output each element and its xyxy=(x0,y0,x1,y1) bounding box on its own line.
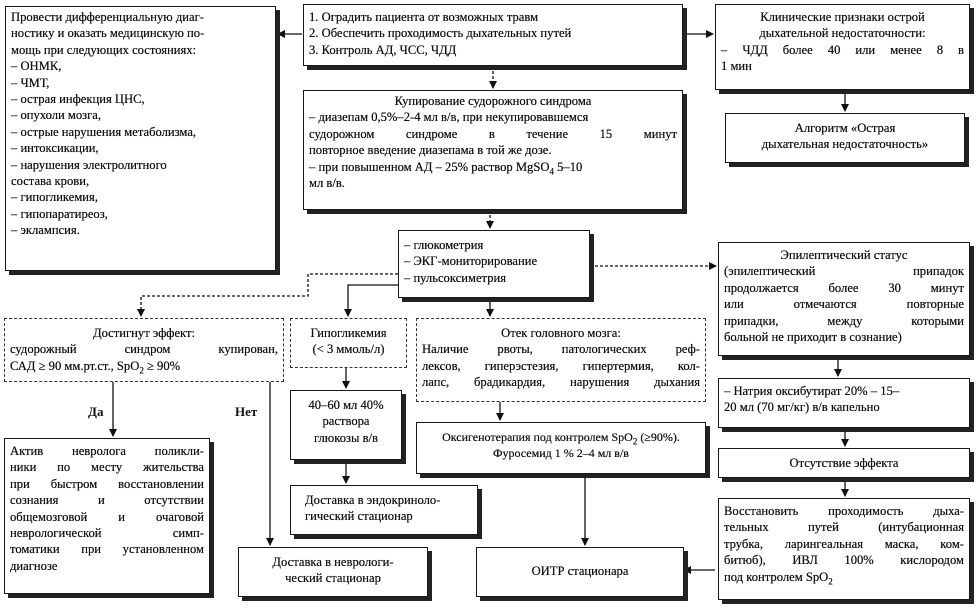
differential-line: – интоксикации, xyxy=(11,141,99,156)
status-epilepticus-box xyxy=(718,242,970,356)
airway-box xyxy=(718,498,970,600)
oxygen-therapy-box xyxy=(416,422,706,474)
effect-line: судорожный синдром купирован, xyxy=(10,342,278,357)
differential-diagnosis-box xyxy=(5,6,276,271)
neuro-hosp-line: Доставка в неврологи- xyxy=(272,555,394,569)
oxygen-line xyxy=(422,429,700,445)
arrow-monitoring-to-hypoglycemia xyxy=(348,285,398,316)
differential-line: – ОНМК, xyxy=(11,59,62,74)
icu-line: ОИТР стационара xyxy=(531,564,629,578)
effect-line xyxy=(10,358,278,374)
hypo-line: (< 3 ммоль/л) xyxy=(312,342,385,357)
first-aid-line: 1. Оградить пациента от возможных травм xyxy=(309,10,539,24)
edema-line: Наличие рвоты, патологических реф- xyxy=(422,342,700,357)
status-line: припадки, между которыми xyxy=(724,313,964,328)
seizure-line: повторное введение диазепама в той же дозе. xyxy=(309,143,552,158)
brain-edema-box xyxy=(416,318,706,402)
edema-line: лексов, гиперэстезия, гипертермия, кол- xyxy=(422,358,700,373)
neuro-outpatient-line: неврологической симп- xyxy=(10,526,204,541)
effect-subscript: 2 xyxy=(139,365,144,376)
glucose-line: глюкозы в/в xyxy=(314,430,378,445)
seizure-treatment-box xyxy=(303,90,683,210)
status-line: или отмечаются повторные xyxy=(724,297,964,312)
differential-line: – ЧМТ, xyxy=(11,75,50,90)
neuro-outpatient-line: томатики при установленном xyxy=(10,542,204,557)
airway-line: тельных путей (интубационная xyxy=(724,520,964,535)
resp-algo-line: дыхательная недостаточность» xyxy=(761,137,929,152)
seizure-mg-text: – при повышенном АД – 25% раствор MgSO xyxy=(309,159,550,174)
differential-line: мощь при следующих состояниях: xyxy=(11,42,197,57)
endo-line: гический стационар xyxy=(305,509,413,524)
edema-line: Отек головного мозга: xyxy=(501,326,621,340)
hypo-line: Гипогликемия xyxy=(310,326,387,340)
seizure-title: Купирование судорожного синдрома xyxy=(394,94,592,108)
monitoring-line: – глюкометрия xyxy=(404,238,484,252)
neuro-outpatient-line: ники по месту жительства xyxy=(10,460,204,475)
effect-sad-text: САД ≥ 90 мм.рт.ст., SpO xyxy=(10,358,140,373)
effect-achieved-box xyxy=(4,318,284,382)
neurologist-outpatient-box xyxy=(4,438,210,594)
natrium-line: 20 мл (70 мг/кг) в/в капельно xyxy=(724,400,880,415)
airway-line: битюб), ИВЛ 100% кислородом xyxy=(724,553,964,568)
hypoglycemia-box xyxy=(290,318,407,368)
airway-line: трубка, ларингеальная маска, ком- xyxy=(724,536,964,551)
status-line: больной не приходит в сознание) xyxy=(724,330,902,345)
first-aid-line: 2. Обеспечить проходимость дыхательных путей xyxy=(309,26,572,41)
status-line: продолжается более 30 минут xyxy=(724,280,964,295)
no-label: Нет xyxy=(235,404,258,419)
natrium-line: – Натрия оксибутират 20% – 15– xyxy=(724,384,900,398)
monitoring-box xyxy=(398,230,590,298)
first-aid-box xyxy=(303,4,683,66)
neuro-hosp-line: ческий стационар xyxy=(285,571,381,586)
no-effect-box xyxy=(718,448,970,478)
differential-line: – эклампсия. xyxy=(11,223,80,238)
endocrinology-box xyxy=(290,485,478,535)
seizure-line: мл в/в. xyxy=(309,176,345,191)
seizure-line xyxy=(309,159,677,175)
status-line: (эпилептический припадок xyxy=(724,264,964,279)
differential-line: – острая инфекция ЦНС, xyxy=(11,92,145,107)
differential-line: Провести дифференциальную диаг- xyxy=(11,10,204,24)
resp-signs-line: дыхательной недостаточности: xyxy=(759,26,926,41)
resp-signs-line: – ЧДД более 40 или менее 8 в xyxy=(721,42,964,57)
airway-line xyxy=(724,569,964,585)
effect-spo2-tail: ≥ 90% xyxy=(143,358,181,373)
icu-box xyxy=(476,547,684,597)
seizure-line: – диазепам 0,5%–2-4 мл в/в, при некупировавшемся xyxy=(309,110,589,125)
endo-line: Доставка в эндокриноло- xyxy=(305,493,441,507)
differential-line: ностику и оказать медицинскую по- xyxy=(11,26,205,41)
neuro-outpatient-line: Актив невролога поликли- xyxy=(10,444,204,458)
resp-algo-line: Алгоритм «Острая xyxy=(794,121,896,135)
oxygen-line: Фуросемид 1 % 2–4 мл в/в xyxy=(493,446,629,461)
oxygen-tail: (≥90%). xyxy=(637,430,680,444)
neuro-outpatient-line: диагнозе xyxy=(10,558,58,573)
differential-line: – гипогликемия, xyxy=(11,190,98,205)
seizure-mg-tail: 5–10 xyxy=(553,159,583,174)
no-effect-line: Отсутствие эффекта xyxy=(789,456,899,470)
neuro-outpatient-line: при быстром восстановлении xyxy=(10,476,204,491)
monitoring-line: – ЭКГ-мониторирование xyxy=(404,254,538,269)
seizure-mg-subscript: 4 xyxy=(549,166,554,177)
oxygen-subscript: 2 xyxy=(632,436,638,447)
airway-spo2-text: под контролем SpO xyxy=(724,569,829,584)
natrium-box xyxy=(718,378,970,428)
airway-line: Восстановить проходимость дыха- xyxy=(724,504,964,518)
neuro-outpatient-line: сознания и отсутствии xyxy=(10,493,204,508)
differential-line: – гипопаратиреоз, xyxy=(11,206,108,221)
effect-line: Достигнут эффект: xyxy=(92,326,195,340)
glucose-box xyxy=(290,390,402,460)
neuro-outpatient-line: общемозговой и очаговой xyxy=(10,509,204,524)
differential-line: – острые нарушения метаболизма, xyxy=(11,124,197,139)
glucose-line: раствора xyxy=(322,414,370,429)
differential-line: – нарушения электролитного xyxy=(11,157,167,172)
airway-subscript: 2 xyxy=(828,576,833,587)
neuro-hospital-box xyxy=(238,547,428,597)
differential-line: – опухоли мозга, xyxy=(11,108,102,123)
arrow-monitoring-to-effect xyxy=(141,274,398,316)
first-aid-line: 3. Контроль АД, ЧСС, ЧДД xyxy=(309,42,457,57)
differential-line: состава крови, xyxy=(11,174,90,189)
status-line: Эпилептический статус xyxy=(780,248,908,262)
seizure-line: судорожном синдроме в течение 15 минут xyxy=(309,126,677,141)
respiratory-signs-box xyxy=(715,4,970,90)
monitoring-line: – пульсоксиметрия xyxy=(404,270,507,285)
oxygen-text: Оксигенотерапия под контролем SpO xyxy=(442,430,633,444)
resp-signs-line: 1 мин xyxy=(721,59,752,74)
edema-line: лапс, брадикардия, нарушения дыхания xyxy=(422,375,700,390)
resp-signs-line: Клинические признаки острой xyxy=(760,10,925,24)
respiratory-algorithm-box xyxy=(725,113,965,163)
glucose-line: 40–60 мл 40% xyxy=(308,398,384,412)
yes-label: Да xyxy=(88,404,104,419)
